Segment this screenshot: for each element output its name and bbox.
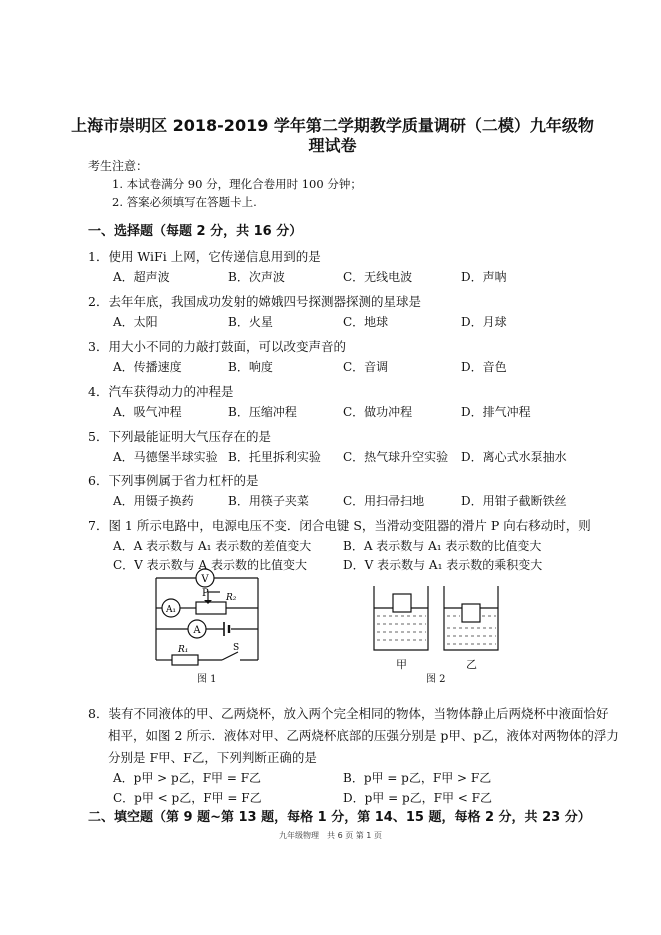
- question-stem: 2．去年年底，我国成功发射的嫦娥四号探测器探测的星球是: [88, 294, 421, 309]
- option: B．托里拆利实验: [228, 450, 321, 464]
- option: D．音色: [461, 360, 507, 374]
- option: B．响度: [228, 360, 273, 374]
- option: D．用钳子截断铁丝: [461, 494, 567, 508]
- option: A．传播速度: [113, 360, 182, 374]
- figure1-caption: 图 1: [197, 674, 217, 685]
- resistor-r2-label: R₂: [226, 593, 237, 603]
- option: B．用筷子夹菜: [228, 494, 309, 508]
- question8-line: 相平，如图 2 所示．液体对甲、乙两烧杯底部的压强分别是 p甲、p乙，液体对两物体的浮力: [108, 728, 619, 743]
- beaker-left-label: 甲: [396, 658, 407, 671]
- notice-item: 2. 答案必须填写在答题卡上.: [112, 195, 257, 209]
- figure1-circuit-diagram: [148, 566, 263, 666]
- section-heading-choice: 一、选择题（每题 2 分，共 16 分）: [88, 224, 303, 239]
- option: D．声呐: [461, 270, 507, 284]
- option: B．火星: [228, 315, 273, 329]
- ammeter-a-label: A: [193, 625, 201, 636]
- exam-title-line1: 上海市崇明区 2018-2019 学年第二学期教学质量调研（二模）九年级物: [71, 116, 594, 135]
- option: B．A 表示数与 A₁ 表示数的比值变大: [343, 539, 542, 553]
- question8-line: 分别是 F甲、F乙，下列判断正确的是: [108, 750, 317, 765]
- option: B．次声波: [228, 270, 285, 284]
- question-stem: 6．下列事例属于省力杠杆的是: [88, 473, 259, 488]
- option: A．用镊子换药: [113, 494, 194, 508]
- question-stem: 1．使用 WiFi 上网，它传递信息用到的是: [88, 249, 321, 264]
- option: D．月球: [461, 315, 507, 329]
- option: C．p甲 < p乙，F甲 = F乙: [113, 791, 262, 805]
- option: D．离心式水泵抽水: [461, 450, 567, 464]
- notice-heading: 考生注意：: [88, 159, 149, 173]
- option: D．p甲 = p乙，F甲 < F乙: [343, 791, 493, 805]
- option: A．马德堡半球实验: [113, 450, 218, 464]
- question-stem: 4．汽车获得动力的冲程是: [88, 384, 234, 399]
- question-stem: 5．下列最能证明大气压存在的是: [88, 429, 271, 444]
- option: D．V 表示数与 A₁ 表示数的乘积变大: [343, 558, 543, 572]
- question8: [88, 703, 619, 769]
- question-stem: 3．用大小不同的力敲打鼓面，可以改变声音的: [88, 339, 346, 354]
- exam-title-line2: 理试卷: [308, 136, 357, 155]
- option: A．超声波: [113, 270, 170, 284]
- option: C．无线电波: [343, 270, 413, 284]
- option: C．做功冲程: [343, 405, 413, 419]
- option: C．用扫帚扫地: [343, 494, 425, 508]
- option: C．地球: [343, 315, 389, 329]
- option: B．压缩冲程: [228, 405, 297, 419]
- option: C．V 表示数与 A 表示数的比值变大: [113, 558, 307, 572]
- figure2-caption: 图 2: [426, 674, 446, 685]
- option: B．p甲 = p乙，F甲 > F乙: [343, 771, 492, 785]
- question8-line: 8．装有不同液体的甲、乙两烧杯，放入两个完全相同的物体，当物体静止后两烧杯中液面恰好: [88, 706, 609, 721]
- ammeter-a1-label: A₁: [165, 605, 177, 615]
- notice-item: 1. 本试卷满分 90 分，理化合卷用时 100 分钟；: [112, 177, 362, 191]
- option: A．吸气冲程: [113, 405, 182, 419]
- option: C．热气球升空实验: [343, 450, 449, 464]
- option: A．A 表示数与 A₁ 表示数的差值变大: [113, 539, 312, 553]
- beaker-right-label: 乙: [466, 658, 477, 671]
- voltmeter-label: V: [201, 574, 209, 585]
- option: A．p甲 > p乙，F甲 = F乙: [113, 771, 262, 785]
- option: A．太阳: [113, 315, 158, 329]
- option: C．音调: [343, 360, 389, 374]
- question-stem: 7．图 1 所示电路中，电源电压不变．闭合电键 S，当滑动变阻器的滑片 P 向右移动时，则: [88, 518, 591, 533]
- page-footer: 九年级物理 共 6 页 第 1 页: [279, 831, 382, 840]
- section-heading-fill: 二、填空题（第 9 题~第 13 题，每格 1 分，第 14、15 题，每格 2 分，共 23 分）: [88, 810, 591, 825]
- resistor-r1-label: R₁: [178, 645, 189, 655]
- switch-s-label: S: [233, 643, 240, 653]
- figure2-beakers-diagram: [370, 584, 510, 654]
- slider-p-label: P: [202, 588, 209, 599]
- option: D．排气冲程: [461, 405, 531, 419]
